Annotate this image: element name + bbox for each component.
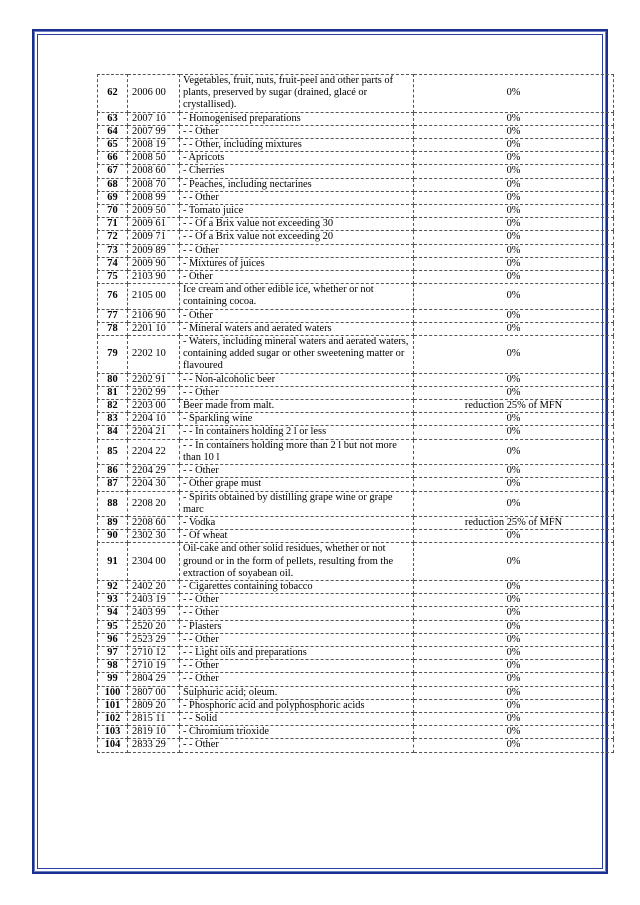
row-number: 88 [98, 491, 128, 516]
row-number: 71 [98, 218, 128, 231]
table-row [98, 373, 614, 386]
row-number: 91 [98, 543, 128, 581]
hs-code: 2815 11 [128, 712, 180, 725]
product-description: - Chromium trioxide [180, 726, 414, 739]
hs-code: 2106 90 [128, 309, 180, 322]
row-number: 62 [98, 75, 128, 113]
duty-rate: 0% [414, 309, 614, 322]
table-row [98, 660, 614, 673]
row-number: 68 [98, 178, 128, 191]
hs-code: 2008 70 [128, 178, 180, 191]
product-description: - - Solid [180, 712, 414, 725]
table-row [98, 673, 614, 686]
table-row [98, 633, 614, 646]
row-number: 97 [98, 646, 128, 659]
duty-rate: 0% [414, 205, 614, 218]
row-number: 75 [98, 271, 128, 284]
table-row [98, 231, 614, 244]
table-row [98, 478, 614, 491]
product-description: - - In containers holding 2 l or less [180, 426, 414, 439]
hs-code: 2208 20 [128, 491, 180, 516]
hs-code: 2203 00 [128, 400, 180, 413]
product-description: - - Other [180, 673, 414, 686]
table-row [98, 739, 614, 752]
row-number: 66 [98, 152, 128, 165]
duty-rate: 0% [414, 607, 614, 620]
duty-rate: 0% [414, 739, 614, 752]
product-description: - - Other [180, 660, 414, 673]
duty-rate: 0% [414, 646, 614, 659]
table-row [98, 191, 614, 204]
duty-rate: 0% [414, 75, 614, 113]
product-description: Vegetables, fruit, nuts, fruit-peel and other parts of plants, preserved by sugar (drained, glacé or crystallised). [180, 75, 414, 113]
product-description: - Other [180, 309, 414, 322]
hs-code: 2009 90 [128, 257, 180, 270]
product-description: - Vodka [180, 516, 414, 529]
row-number: 89 [98, 516, 128, 529]
product-description: - - Other, including mixtures [180, 139, 414, 152]
product-description: - Tomato juice [180, 205, 414, 218]
table-row [98, 309, 614, 322]
hs-code: 2833 29 [128, 739, 180, 752]
product-description: - Plasters [180, 620, 414, 633]
hs-code: 2520 20 [128, 620, 180, 633]
row-number: 99 [98, 673, 128, 686]
duty-rate: 0% [414, 386, 614, 399]
product-description: - Cigarettes containing tobacco [180, 580, 414, 593]
row-number: 70 [98, 205, 128, 218]
duty-rate: 0% [414, 699, 614, 712]
hs-code: 2403 19 [128, 594, 180, 607]
duty-rate: 0% [414, 165, 614, 178]
duty-rate: 0% [414, 218, 614, 231]
duty-rate: 0% [414, 660, 614, 673]
table-row [98, 139, 614, 152]
row-number: 104 [98, 739, 128, 752]
product-description: - Phosphoric acid and polyphosphoric acids [180, 699, 414, 712]
table-row [98, 580, 614, 593]
product-description: - - In containers holding more than 2 l but not more than 10 l [180, 439, 414, 464]
table-row [98, 491, 614, 516]
hs-code: 2204 22 [128, 439, 180, 464]
table-row [98, 218, 614, 231]
hs-code: 2204 29 [128, 465, 180, 478]
product-description: - - Other [180, 386, 414, 399]
duty-rate: 0% [414, 244, 614, 257]
product-description: Sulphuric acid; oleum. [180, 686, 414, 699]
table-row [98, 152, 614, 165]
duty-rate: 0% [414, 257, 614, 270]
product-description: Beer made from malt. [180, 400, 414, 413]
hs-code: 2710 19 [128, 660, 180, 673]
duty-rate: 0% [414, 231, 614, 244]
row-number: 78 [98, 322, 128, 335]
duty-rate: 0% [414, 620, 614, 633]
product-description: - Apricots [180, 152, 414, 165]
hs-code: 2009 71 [128, 231, 180, 244]
hs-code: 2202 99 [128, 386, 180, 399]
table-row [98, 112, 614, 125]
row-number: 101 [98, 699, 128, 712]
product-description: - Cherries [180, 165, 414, 178]
product-description: Oil-cake and other solid residues, whether or not ground or in the form of pellets, resulting from the extraction of soyabean oil. [180, 543, 414, 581]
table-row [98, 125, 614, 138]
product-description: - - Other [180, 607, 414, 620]
hs-code: 2819 10 [128, 726, 180, 739]
duty-rate: 0% [414, 426, 614, 439]
hs-code: 2403 99 [128, 607, 180, 620]
hs-code: 2402 20 [128, 580, 180, 593]
product-description: Ice cream and other edible ice, whether or not containing cocoa. [180, 284, 414, 309]
product-description: - - Other [180, 594, 414, 607]
table-row [98, 439, 614, 464]
hs-code: 2304 00 [128, 543, 180, 581]
hs-code: 2008 50 [128, 152, 180, 165]
row-number: 85 [98, 439, 128, 464]
duty-rate: 0% [414, 633, 614, 646]
table-row [98, 594, 614, 607]
hs-code: 2807 00 [128, 686, 180, 699]
table-row [98, 543, 614, 581]
row-number: 80 [98, 373, 128, 386]
product-description: - Other grape must [180, 478, 414, 491]
duty-rate: 0% [414, 439, 614, 464]
duty-rate: 0% [414, 271, 614, 284]
table-row [98, 244, 614, 257]
table-row [98, 465, 614, 478]
row-number: 81 [98, 386, 128, 399]
product-description: - - Of a Brix value not exceeding 20 [180, 231, 414, 244]
table-row [98, 413, 614, 426]
table-row [98, 386, 614, 399]
hs-code: 2009 50 [128, 205, 180, 218]
row-number: 87 [98, 478, 128, 491]
row-number: 92 [98, 580, 128, 593]
product-description: - Mixtures of juices [180, 257, 414, 270]
row-number: 95 [98, 620, 128, 633]
hs-code: 2202 91 [128, 373, 180, 386]
duty-rate: 0% [414, 686, 614, 699]
duty-rate: 0% [414, 139, 614, 152]
row-number: 64 [98, 125, 128, 138]
hs-code: 2007 10 [128, 112, 180, 125]
product-description: - - Other [180, 633, 414, 646]
table-row [98, 516, 614, 529]
product-description: - - Other [180, 125, 414, 138]
hs-code: 2523 29 [128, 633, 180, 646]
duty-rate: 0% [414, 543, 614, 581]
table-row [98, 257, 614, 270]
row-number: 73 [98, 244, 128, 257]
duty-rate: 0% [414, 322, 614, 335]
duty-rate: 0% [414, 373, 614, 386]
row-number: 84 [98, 426, 128, 439]
product-description: - - Other [180, 739, 414, 752]
table-row [98, 75, 614, 113]
row-number: 72 [98, 231, 128, 244]
row-number: 67 [98, 165, 128, 178]
row-number: 83 [98, 413, 128, 426]
row-number: 74 [98, 257, 128, 270]
row-number: 98 [98, 660, 128, 673]
row-number: 103 [98, 726, 128, 739]
duty-rate: 0% [414, 530, 614, 543]
row-number: 96 [98, 633, 128, 646]
product-description: - Homogenised preparations [180, 112, 414, 125]
row-number: 102 [98, 712, 128, 725]
table-row [98, 699, 614, 712]
table-row [98, 205, 614, 218]
duty-rate: 0% [414, 112, 614, 125]
row-number: 79 [98, 336, 128, 374]
hs-code: 2009 61 [128, 218, 180, 231]
product-description: - Sparkling wine [180, 413, 414, 426]
row-number: 63 [98, 112, 128, 125]
table-row [98, 322, 614, 335]
duty-rate: reduction 25% of MFN [414, 516, 614, 529]
duty-rate: 0% [414, 580, 614, 593]
row-number: 76 [98, 284, 128, 309]
table-row [98, 400, 614, 413]
duty-rate: 0% [414, 178, 614, 191]
hs-code: 2201 10 [128, 322, 180, 335]
duty-rate: 0% [414, 125, 614, 138]
duty-rate: 0% [414, 712, 614, 725]
table-row [98, 336, 614, 374]
hs-code: 2006 00 [128, 75, 180, 113]
hs-code: 2103 90 [128, 271, 180, 284]
table-row [98, 607, 614, 620]
hs-code: 2804 29 [128, 673, 180, 686]
table-row [98, 726, 614, 739]
table-row [98, 712, 614, 725]
duty-rate: reduction 25% of MFN [414, 400, 614, 413]
duty-rate: 0% [414, 726, 614, 739]
hs-code: 2208 60 [128, 516, 180, 529]
tariff-table [97, 74, 614, 753]
row-number: 77 [98, 309, 128, 322]
product-description: - Of wheat [180, 530, 414, 543]
product-description: - - Other [180, 191, 414, 204]
duty-rate: 0% [414, 284, 614, 309]
hs-code: 2302 30 [128, 530, 180, 543]
product-description: - - Other [180, 244, 414, 257]
product-description: - - Light oils and preparations [180, 646, 414, 659]
table-row [98, 686, 614, 699]
hs-code: 2105 00 [128, 284, 180, 309]
duty-rate: 0% [414, 152, 614, 165]
product-description: - - Of a Brix value not exceeding 30 [180, 218, 414, 231]
duty-rate: 0% [414, 413, 614, 426]
product-description: - Waters, including mineral waters and aerated waters, containing added sugar or other sweetening matter or flavoured [180, 336, 414, 374]
row-number: 65 [98, 139, 128, 152]
hs-code: 2809 20 [128, 699, 180, 712]
hs-code: 2710 12 [128, 646, 180, 659]
row-number: 93 [98, 594, 128, 607]
hs-code: 2007 99 [128, 125, 180, 138]
row-number: 82 [98, 400, 128, 413]
hs-code: 2204 21 [128, 426, 180, 439]
hs-code: 2008 19 [128, 139, 180, 152]
product-description: - - Other [180, 465, 414, 478]
hs-code: 2008 99 [128, 191, 180, 204]
duty-rate: 0% [414, 491, 614, 516]
duty-rate: 0% [414, 594, 614, 607]
row-number: 100 [98, 686, 128, 699]
duty-rate: 0% [414, 336, 614, 374]
duty-rate: 0% [414, 191, 614, 204]
hs-code: 2202 10 [128, 336, 180, 374]
row-number: 86 [98, 465, 128, 478]
table-row [98, 178, 614, 191]
product-description: - - Non-alcoholic beer [180, 373, 414, 386]
table-row [98, 426, 614, 439]
table-row [98, 284, 614, 309]
product-description: - Other [180, 271, 414, 284]
duty-rate: 0% [414, 478, 614, 491]
product-description: - Spirits obtained by distilling grape wine or grape marc [180, 491, 414, 516]
table-row [98, 530, 614, 543]
tariff-table-body [98, 75, 614, 753]
product-description: - Peaches, including nectarines [180, 178, 414, 191]
table-row [98, 165, 614, 178]
table-row [98, 646, 614, 659]
hs-code: 2008 60 [128, 165, 180, 178]
duty-rate: 0% [414, 465, 614, 478]
table-row [98, 620, 614, 633]
row-number: 69 [98, 191, 128, 204]
hs-code: 2009 89 [128, 244, 180, 257]
duty-rate: 0% [414, 673, 614, 686]
hs-code: 2204 30 [128, 478, 180, 491]
row-number: 90 [98, 530, 128, 543]
table-row [98, 271, 614, 284]
row-number: 94 [98, 607, 128, 620]
hs-code: 2204 10 [128, 413, 180, 426]
product-description: - Mineral waters and aerated waters [180, 322, 414, 335]
